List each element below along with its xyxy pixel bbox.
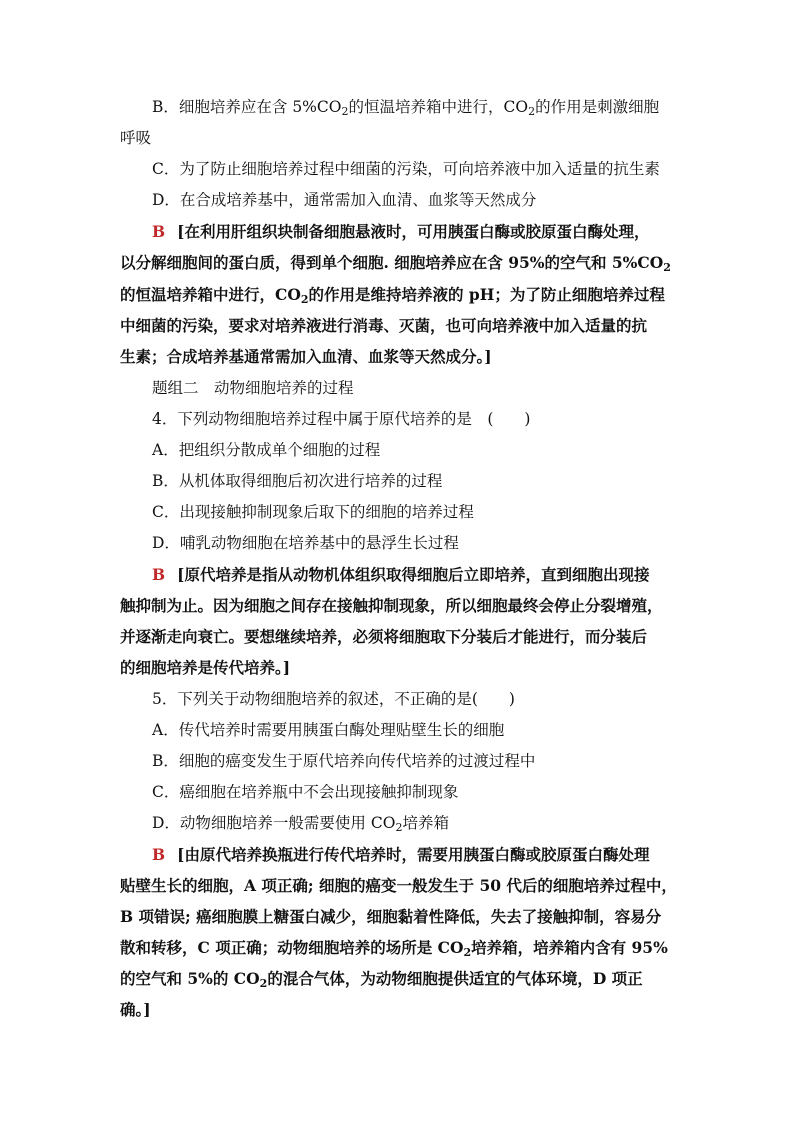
q5-explanation-line2: 贴壁生长的细胞，A 项正确; 细胞的癌变一般发生于 50 代后的细胞培养过程中， bbox=[120, 876, 677, 895]
q4-explanation-line4: 的细胞培养是传代培养。] bbox=[120, 658, 291, 677]
q3-explanation-line1: B [在利用肝组织块制备细胞悬液时，可用胰蛋白酶或胶原蛋白酶处理， bbox=[152, 222, 650, 241]
q3-answer-key: B bbox=[152, 222, 166, 241]
q3-explanation-line3: 的恒温培养箱中进行，$CO_2$的作用是维持培养液的 pH；为了防止细胞培养过程 bbox=[120, 285, 665, 306]
q5-option-b: B．细胞的癌变发生于原代培养向传代培养的过渡过程中 bbox=[152, 752, 536, 770]
q4-answer-key: B bbox=[152, 565, 166, 584]
q4-explanation-line2: 触抑制为止。因为细胞之间存在接触抑制现象，所以细胞最终会停止分裂增殖， bbox=[120, 596, 663, 615]
q5-option-a: A．传代培养时需要用胰蛋白酶处理贴壁生长的细胞 bbox=[152, 721, 505, 739]
q5-explanation-line3: B 项错误; 癌细胞膜上糖蛋白减少，细胞黏着性降低，失去了接触抑制，容易分 bbox=[120, 907, 662, 926]
q3-option-c: C．为了防止细胞培养过程中细菌的污染，可向培养液中加入适量的抗生素 bbox=[152, 160, 660, 178]
q5-answer-key: B bbox=[152, 845, 166, 864]
q3-option-d: D．在合成培养基中，通常需加入血清、血浆等天然成分 bbox=[152, 191, 537, 209]
q4-stem: 4．下列动物细胞培养过程中属于原代培养的是 ( ) bbox=[152, 410, 531, 428]
q4-explanation-line3: 并逐渐走向衰亡。要想继续培养，必须将细胞取下分装后才能进行，而分装后 bbox=[120, 627, 648, 646]
q4-option-b: B．从机体取得细胞后初次进行培养的过程 bbox=[152, 472, 443, 490]
q3-option-b-line1: B．细胞培养应在含 $5\%CO_2$的恒温培养箱中进行，$CO_2$的作用是刺激细胞 bbox=[152, 98, 660, 118]
q5-explanation-line5: 的空气和 5%的 $CO_2$的混合气体，为动物细胞提供适宜的气体环境，D 项正 bbox=[120, 969, 643, 990]
q4-explanation-line1: B [原代培养是指从动物机体组织取得细胞后立即培养，直到细胞出现接 bbox=[152, 565, 650, 584]
q3-option-b-line2: 呼吸 bbox=[120, 129, 152, 147]
q5-explanation-line1: B [由原代培养换瓶进行传代培养时，需要用胰蛋白酶或胶原蛋白酶处理 bbox=[152, 845, 650, 864]
q4-option-d: D．哺乳动物细胞在培养基中的悬浮生长过程 bbox=[152, 534, 459, 552]
q3-explanation-line5: 生素；合成培养基通常需加入血清、血浆等天然成分。] bbox=[120, 347, 492, 366]
q5-option-d: D．动物细胞培养一般需要使用 $CO_2$培养箱 bbox=[152, 814, 449, 834]
q5-explanation-line4: 散和转移，C 项正确；动物细胞培养的场所是 $CO_2$培养箱，培养箱内含有 95% bbox=[120, 938, 668, 959]
q5-stem: 5．下列关于动物细胞培养的叙述，不正确的是( ) bbox=[152, 690, 515, 708]
q3-explanation-line4: 中细菌的污染，要求对培养液进行消毒、灭菌，也可向培养液中加入适量的抗 bbox=[120, 316, 648, 335]
q4-option-a: A．把组织分散成单个细胞的过程 bbox=[152, 441, 381, 459]
group-title: 题组二 动物细胞培养的过程 bbox=[152, 379, 354, 397]
q5-option-c: C．癌细胞在培养瓶中不会出现接触抑制现象 bbox=[152, 783, 459, 801]
q3-explanation-line2: 以分解细胞间的蛋白质，得到单个细胞. 细胞培养应在含 95%的空气和 $5\%CO_2$ bbox=[120, 253, 671, 274]
q4-option-c: C．出现接触抑制现象后取下的细胞的培养过程 bbox=[152, 503, 474, 521]
q5-explanation-line6: 确。] bbox=[120, 1000, 151, 1019]
